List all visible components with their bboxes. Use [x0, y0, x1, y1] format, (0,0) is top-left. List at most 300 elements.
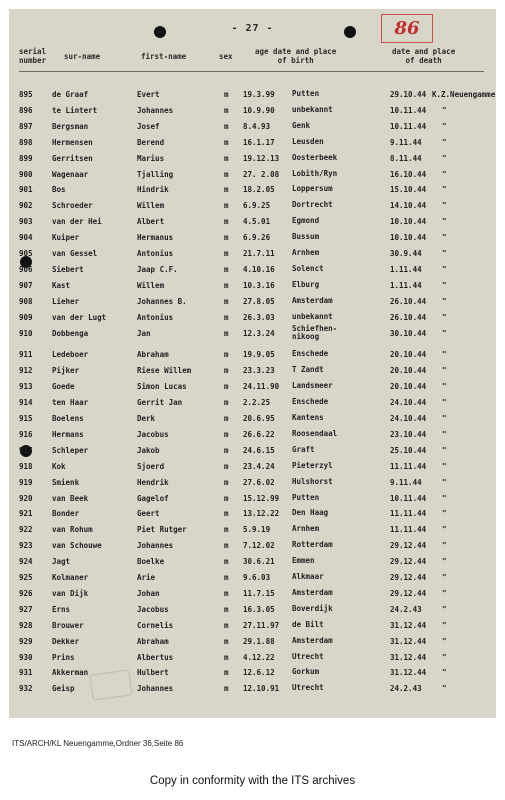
death-date: 20.10.44 — [390, 350, 427, 360]
death-date: 26.10.44 — [390, 296, 427, 306]
surname: Goede — [52, 382, 75, 392]
first-name: Albert — [137, 217, 165, 227]
first-name: Jacobus — [137, 429, 169, 439]
surname: van der Hei — [52, 217, 102, 227]
death-place: " — [442, 398, 447, 408]
death-place: " — [442, 445, 447, 455]
serial-number: 896 — [19, 105, 33, 115]
serial-number: 931 — [19, 668, 33, 678]
death-place: " — [442, 249, 447, 258]
sex: m — [224, 620, 229, 630]
serial-number: 919 — [19, 477, 33, 487]
first-name: Albertus — [137, 652, 174, 662]
surname: Dekker — [52, 636, 80, 646]
birth-place: unbekannt — [292, 104, 333, 114]
table-row — [9, 507, 496, 522]
death-date: 9.11.44 — [390, 137, 422, 147]
birth-place: unbekannt — [292, 311, 333, 321]
birth-place: Graft — [292, 444, 315, 454]
surname: Hermans — [52, 429, 84, 439]
table-row — [9, 492, 496, 507]
serial-number: 914 — [19, 398, 33, 408]
death-place: " — [442, 169, 447, 179]
table-row — [9, 428, 496, 443]
surname: van Dijk — [52, 588, 89, 598]
death-date: 29.10.44 — [390, 90, 427, 99]
first-name: Cornelis — [137, 620, 174, 630]
first-name: Johan — [137, 588, 160, 598]
death-date: 20.10.44 — [390, 366, 427, 376]
death-date: 24.10.44 — [390, 414, 427, 423]
table-row — [9, 523, 496, 538]
birth-date: 27. 2.08 — [243, 169, 280, 179]
birth-place: Landsmeer — [292, 381, 333, 391]
surname: Schroeder — [52, 201, 93, 211]
birth-date: 30.6.21 — [243, 557, 275, 567]
faint-stamp-mark — [89, 669, 132, 700]
birth-date: 9.6.03 — [243, 573, 271, 582]
sex: m — [224, 90, 229, 99]
birth-place: Lobith/Ryn — [292, 168, 338, 178]
table-row — [9, 120, 496, 135]
birth-place: Egmond — [292, 216, 320, 226]
surname: van Schouwe — [52, 541, 102, 551]
surname: van Rohum — [52, 525, 93, 535]
death-place: " — [442, 461, 447, 471]
sex: m — [224, 509, 229, 519]
birth-date: 16.3.05 — [243, 604, 275, 614]
first-name: Simon Lucas — [137, 382, 187, 392]
first-name: Willem — [137, 280, 165, 290]
sex: m — [224, 652, 229, 662]
header-serial: serial number — [19, 47, 47, 65]
table-row — [9, 444, 496, 459]
birth-date: 26.3.03 — [243, 312, 275, 322]
birth-place: Oosterbeek — [292, 152, 338, 162]
surname: de Graaf — [52, 90, 89, 99]
death-place: " — [442, 541, 447, 551]
serial-number: 905 — [19, 249, 33, 258]
death-date: 11.11.44 — [390, 509, 427, 519]
table-row — [9, 380, 496, 395]
table-row — [9, 571, 496, 586]
birth-place: Emmen — [292, 556, 315, 566]
death-place: " — [442, 668, 447, 678]
birth-date: 20.6.95 — [243, 414, 275, 423]
table-row — [9, 88, 496, 103]
death-date: 30.9.44 — [390, 249, 422, 258]
serial-number: 916 — [19, 429, 33, 439]
birth-date: 10.3.16 — [243, 280, 275, 290]
first-name: Riese Willem — [137, 366, 192, 376]
birth-date: 7.12.02 — [243, 541, 275, 551]
table-row — [9, 635, 496, 650]
birth-place: Dortrecht — [292, 200, 333, 210]
table-row — [9, 183, 496, 198]
surname: Siebert — [52, 264, 84, 274]
first-name: Antonius — [137, 312, 174, 322]
serial-number: 909 — [19, 312, 33, 322]
death-date: 29.12.44 — [390, 557, 427, 567]
serial-number: 928 — [19, 620, 33, 630]
surname: Geisp — [52, 684, 75, 694]
table-row — [9, 682, 496, 697]
birth-date: 27.8.05 — [243, 296, 275, 306]
birth-place: Putten — [292, 492, 320, 502]
surname: Bergsman — [52, 121, 89, 131]
death-date: 10.11.44 — [390, 121, 427, 131]
serial-number: 924 — [19, 557, 33, 567]
table-row — [9, 539, 496, 554]
birth-date: 4.12.22 — [243, 652, 275, 662]
death-place: " — [442, 414, 447, 423]
first-name: Abraham — [137, 350, 169, 360]
sex: m — [224, 604, 229, 614]
death-place: " — [442, 684, 447, 694]
sex: m — [224, 137, 229, 147]
birth-place: Utrecht — [292, 683, 324, 693]
death-date: 31.12.44 — [390, 652, 427, 662]
table-row — [9, 263, 496, 278]
death-date: 10.11.44 — [390, 105, 427, 115]
death-date: 10.10.44 — [390, 217, 427, 227]
birth-date: 10.9.90 — [243, 105, 275, 115]
sex: m — [224, 105, 229, 115]
sex: m — [224, 573, 229, 582]
death-date: 29.12.44 — [390, 541, 427, 551]
death-place: " — [442, 525, 447, 535]
sex: m — [224, 366, 229, 376]
birth-date: 16.1.17 — [243, 137, 275, 147]
birth-place: Amsterdam — [292, 635, 333, 645]
birth-place: Rotterdam — [292, 540, 333, 550]
table-row — [9, 619, 496, 634]
death-date: 9.11.44 — [390, 477, 422, 487]
death-date: 31.12.44 — [390, 620, 427, 630]
death-place: " — [442, 264, 447, 274]
birth-date: 13.12.22 — [243, 509, 280, 519]
table-row — [9, 364, 496, 379]
birth-place: Enschede — [292, 349, 329, 359]
death-date: 24.10.44 — [390, 398, 427, 408]
serial-number: 926 — [19, 588, 33, 598]
sex: m — [224, 668, 229, 678]
birth-date: 29.1.88 — [243, 636, 275, 646]
first-name: Hindrik — [137, 185, 169, 195]
sex: m — [224, 233, 229, 243]
serial-number: 917 — [19, 445, 33, 455]
death-date: 26.10.44 — [390, 312, 427, 322]
death-place: " — [442, 509, 447, 519]
birth-date: 6.9.25 — [243, 201, 271, 211]
serial-number: 922 — [19, 525, 33, 535]
birth-date: 21.7.11 — [243, 249, 275, 258]
surname: Prins — [52, 652, 75, 662]
birth-date: 6.9.26 — [243, 233, 271, 243]
surname: Kast — [52, 280, 71, 290]
death-date: 8.11.44 — [390, 153, 422, 163]
birth-place: de Bilt — [292, 619, 324, 629]
birth-place: Enschede — [292, 397, 329, 407]
first-name: Arie — [137, 573, 156, 582]
death-date: 20.10.44 — [390, 382, 427, 392]
surname: ten Haar — [52, 398, 89, 408]
birth-date: 23.4.24 — [243, 461, 275, 471]
sex: m — [224, 636, 229, 646]
death-place: " — [442, 121, 447, 131]
first-name: Berend — [137, 137, 165, 147]
birth-place: T Zandt — [292, 365, 324, 375]
table-row — [9, 199, 496, 214]
table-row — [9, 555, 496, 570]
birth-place: Gorkum — [292, 667, 320, 677]
surname: Brouwer — [52, 620, 84, 630]
first-name: Antonius — [137, 249, 174, 258]
birth-date: 26.6.22 — [243, 429, 275, 439]
death-date: 11.11.44 — [390, 525, 427, 535]
header-death: date and place of death — [392, 47, 456, 65]
death-date: 10.10.44 — [390, 233, 427, 243]
death-date: 24.2.43 — [390, 604, 422, 614]
death-place: " — [442, 233, 447, 243]
first-name: Josef — [137, 121, 160, 131]
death-date: 29.12.44 — [390, 588, 427, 598]
first-name: Boelke — [137, 557, 165, 567]
birth-place: Pieterzyl — [292, 460, 333, 470]
death-place: " — [442, 557, 447, 567]
birth-place: Loppersum — [292, 184, 333, 194]
serial-number: 910 — [19, 328, 33, 338]
surname: Erns — [52, 604, 71, 614]
surname: Akkerman — [52, 668, 89, 678]
death-date: 1.11.44 — [390, 264, 422, 274]
table-row — [9, 651, 496, 666]
serial-number: 930 — [19, 652, 33, 662]
birth-date: 27.11.97 — [243, 620, 280, 630]
table-row — [9, 231, 496, 246]
birth-place: Hulshorst — [292, 476, 333, 486]
sex: m — [224, 398, 229, 408]
sex: m — [224, 445, 229, 455]
serial-number: 902 — [19, 201, 33, 211]
sex: m — [224, 201, 229, 211]
table-row — [9, 104, 496, 119]
surname: Boelens — [52, 414, 84, 423]
death-date: 11.11.44 — [390, 461, 427, 471]
header-sex: sex — [219, 52, 233, 61]
first-name: Johannes B. — [137, 296, 187, 306]
birth-place: Bussum — [292, 232, 320, 242]
birth-date: 4.10.16 — [243, 264, 275, 274]
death-date: 1.11.44 — [390, 280, 422, 290]
table-row — [9, 152, 496, 167]
page-number: - 27 - — [231, 23, 274, 34]
sex: m — [224, 217, 229, 227]
birth-date: 11.7.15 — [243, 588, 275, 598]
birth-place: Leusden — [292, 136, 324, 146]
sex: m — [224, 280, 229, 290]
birth-place: Kantens — [292, 413, 324, 422]
death-date: 30.10.44 — [390, 328, 427, 338]
birth-place: Genk — [292, 120, 311, 130]
surname: Hermensen — [52, 137, 93, 147]
death-date: 25.10.44 — [390, 445, 427, 455]
sex: m — [224, 328, 229, 338]
death-place: " — [442, 328, 447, 338]
first-name: Evert — [137, 90, 160, 99]
first-name: Jaap C.F. — [137, 264, 178, 274]
table-row — [9, 323, 496, 342]
sex: m — [224, 350, 229, 360]
serial-number: 908 — [19, 296, 33, 306]
birth-place: Solenct — [292, 263, 324, 273]
sex: m — [224, 121, 229, 131]
first-name: Marius — [137, 153, 165, 163]
surname: Wagenaar — [52, 169, 89, 179]
sex: m — [224, 588, 229, 598]
first-name: Geert — [137, 509, 160, 519]
birth-date: 19.9.05 — [243, 350, 275, 360]
death-date: 23.10.44 — [390, 429, 427, 439]
header-rule — [19, 71, 484, 72]
sex: m — [224, 382, 229, 392]
serial-number: 904 — [19, 233, 33, 243]
first-name: Derk — [137, 414, 156, 423]
birth-place: Boverdijk — [292, 603, 333, 613]
first-name: Gagelof — [137, 493, 169, 503]
birth-place: Amsterdam — [292, 587, 333, 597]
sex: m — [224, 541, 229, 551]
table-row — [9, 476, 496, 491]
surname: Bos — [52, 185, 66, 195]
surname: Schleper — [52, 445, 89, 455]
serial-number: 912 — [19, 366, 33, 376]
table-row — [9, 460, 496, 475]
serial-number: 897 — [19, 121, 33, 131]
first-name: Hendrik — [137, 477, 169, 487]
death-date: 16.10.44 — [390, 169, 427, 179]
sex: m — [224, 493, 229, 503]
surname: Kolmaner — [52, 573, 89, 582]
sex: m — [224, 557, 229, 567]
death-place: " — [442, 477, 447, 487]
table-row — [9, 348, 496, 363]
serial-number: 899 — [19, 153, 33, 163]
serial-number: 929 — [19, 636, 33, 646]
surname: Bonder — [52, 509, 80, 519]
birth-place: Roosendaal — [292, 428, 338, 438]
birth-date: 24.11.90 — [243, 382, 280, 392]
serial-number: 911 — [19, 350, 33, 360]
header-surname: sur-name — [64, 52, 101, 61]
archive-caption: ITS/ARCH/KL Neuengamme,Ordner 36,Seite 86 — [12, 739, 184, 748]
death-place: " — [442, 201, 447, 211]
death-place: " — [442, 429, 447, 439]
birth-place: Arnhem — [292, 248, 320, 257]
surname: Kok — [52, 461, 66, 471]
death-date: 31.12.44 — [390, 668, 427, 678]
surname: Ledeboer — [52, 350, 89, 360]
death-place: " — [442, 350, 447, 360]
birth-place: Arnhem — [292, 524, 320, 534]
surname: van Beek — [52, 493, 89, 503]
serial-number: 903 — [19, 217, 33, 227]
first-name: Jan — [137, 328, 151, 338]
first-name: Hulbert — [137, 668, 169, 678]
death-date: 24.2.43 — [390, 684, 422, 694]
serial-number: 915 — [19, 414, 33, 423]
scanned-document — [9, 9, 496, 718]
death-date: 15.10.44 — [390, 185, 427, 195]
sex: m — [224, 312, 229, 322]
death-place: " — [442, 573, 447, 582]
table-row — [9, 311, 496, 326]
serial-number: 898 — [19, 137, 33, 147]
archive-stamp-number: 86 — [381, 14, 433, 43]
serial-number: 927 — [19, 604, 33, 614]
table-row — [9, 396, 496, 411]
serial-number: 920 — [19, 493, 33, 503]
sex: m — [224, 296, 229, 306]
death-date: 29.12.44 — [390, 573, 427, 582]
serial-number: 921 — [19, 509, 33, 519]
birth-date: 5.9.19 — [243, 525, 271, 535]
birth-date: 18.2.05 — [243, 185, 275, 195]
birth-date: 19.12.13 — [243, 153, 280, 163]
death-place: " — [442, 588, 447, 598]
birth-place: Schiefhen- nikoog — [292, 323, 338, 341]
death-place: " — [442, 604, 447, 614]
sex: m — [224, 525, 229, 535]
first-name: Willem — [137, 201, 165, 211]
first-name: Jakob — [137, 445, 160, 455]
birth-date: 2.2.25 — [243, 398, 271, 408]
sex: m — [224, 264, 229, 274]
sex: m — [224, 477, 229, 487]
death-place: " — [442, 620, 447, 630]
sex: m — [224, 461, 229, 471]
table-row — [9, 587, 496, 602]
header-first-name: first-name — [141, 52, 187, 61]
birth-place: Alkmaar — [292, 572, 324, 581]
death-place: " — [442, 217, 447, 227]
first-name: Abraham — [137, 636, 169, 646]
first-name: Johannes — [137, 684, 174, 694]
birth-place: Amsterdam — [292, 295, 333, 305]
sex: m — [224, 169, 229, 179]
serial-number: 906 — [19, 264, 33, 274]
serial-number: 925 — [19, 573, 33, 582]
table-row — [9, 215, 496, 230]
first-name: Johannes — [137, 541, 174, 551]
surname: van der Lugt — [52, 312, 107, 322]
serial-number: 923 — [19, 541, 33, 551]
death-date: 31.12.44 — [390, 636, 427, 646]
first-name: Hermanus — [137, 233, 174, 243]
birth-date: 24.6.15 — [243, 445, 275, 455]
sex: m — [224, 414, 229, 423]
serial-number: 913 — [19, 382, 33, 392]
surname: Smienk — [52, 477, 80, 487]
header-birth: age date and place of birth — [255, 47, 337, 65]
death-place: " — [442, 137, 447, 147]
first-name: Sjoerd — [137, 461, 165, 471]
birth-date: 19.3.99 — [243, 90, 275, 99]
serial-number: 932 — [19, 684, 33, 694]
death-place: " — [442, 105, 447, 115]
birth-date: 15.12.99 — [243, 493, 280, 503]
first-name: Gerrit Jan — [137, 398, 183, 408]
